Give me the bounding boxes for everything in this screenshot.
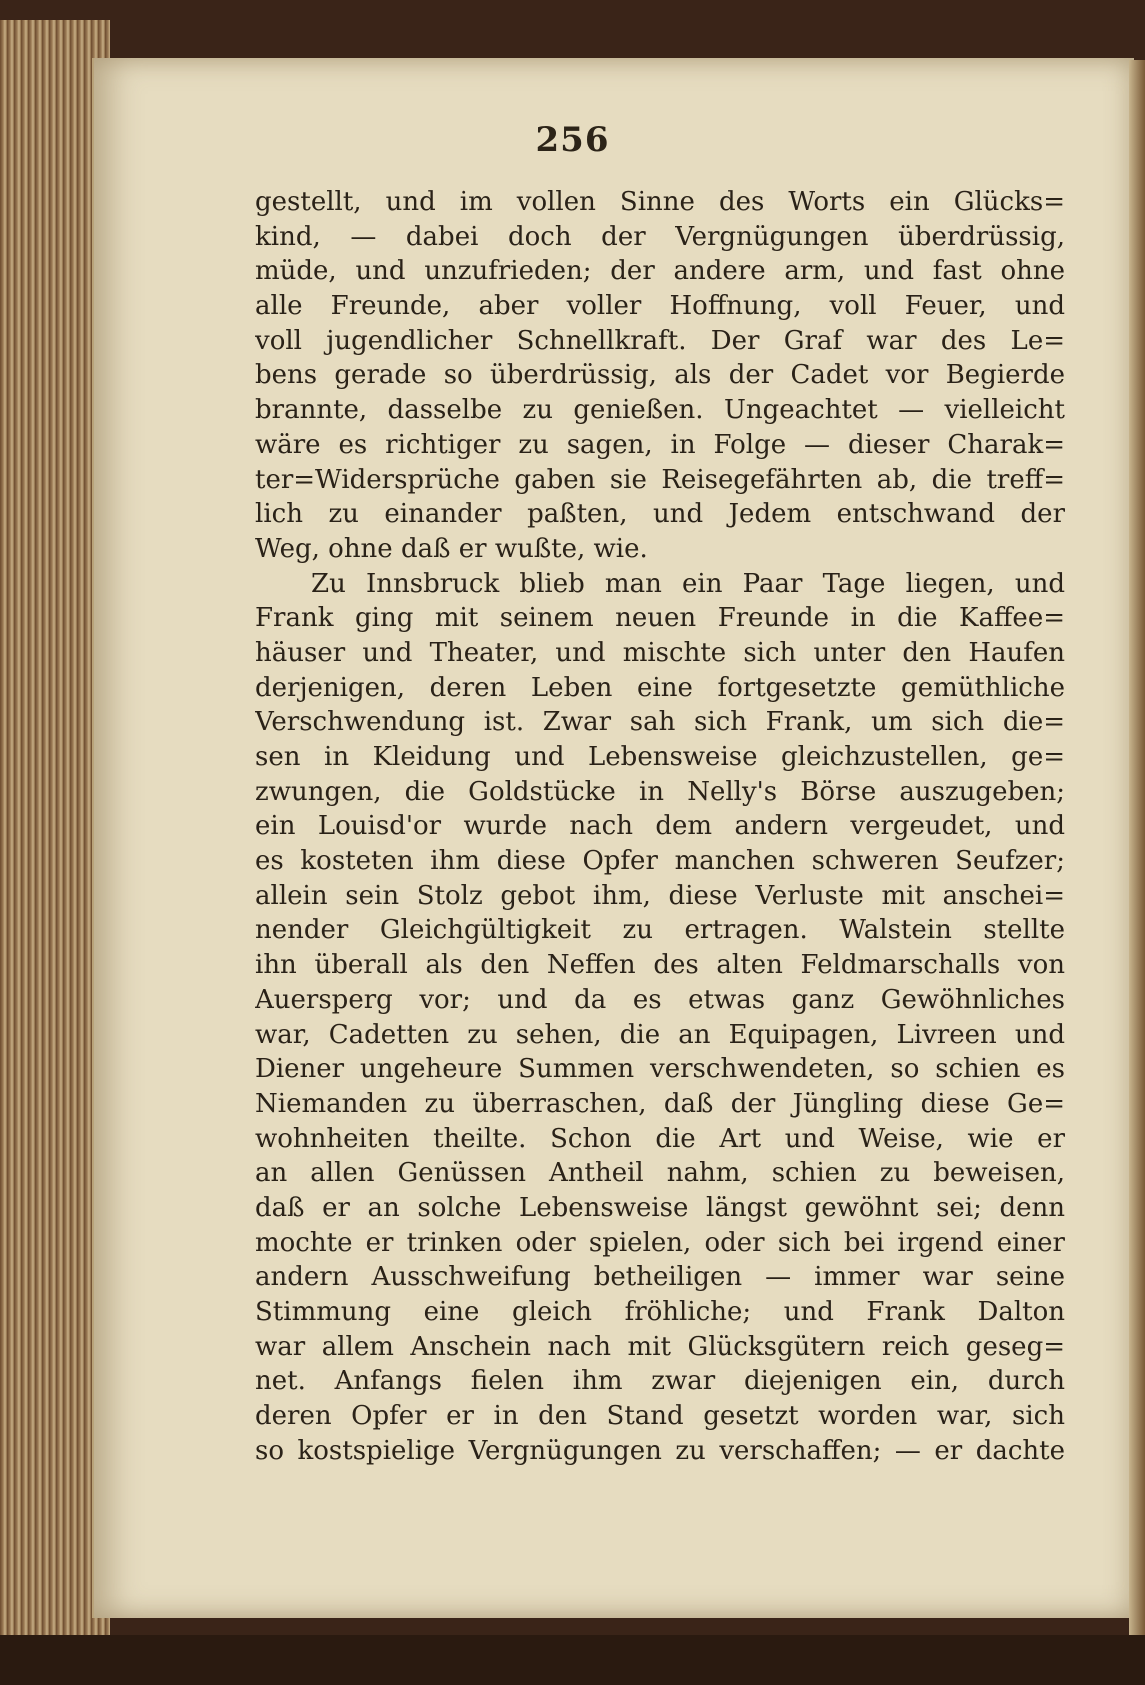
text-line: sen in Kleidung und Lebensweise gleichzustellen, ge=: [255, 742, 1065, 772]
text-line: allein sein Stolz gebot ihm, diese Verluste mit anschei=: [255, 880, 1065, 911]
text-line: zwungen, die Goldstücke in Nelly's Börse auszugeben;: [255, 776, 1065, 807]
text-line: net. Anfangs fielen ihm zwar diejenigen ein, durch: [255, 1366, 1065, 1397]
text-line: Weg, ohne daß er wußte, wie.: [255, 533, 648, 564]
text-line: gestellt, und im vollen Sinne des Worts ein Glücks=: [255, 187, 1065, 217]
text-line: andern Ausschweifung betheiligen — immer war seine: [255, 1262, 1065, 1293]
text-line: Verschwendung ist. Zwar sah sich Frank, um sich die=: [255, 707, 1065, 738]
text-line: wäre es richtiger zu sagen, in Folge — dieser Charak=: [255, 429, 1065, 460]
book-right-edge: [1129, 60, 1145, 1640]
book-cover-bottom: [0, 1635, 1145, 1685]
text-line: an allen Genüssen Antheil nahm, schien zu beweisen,: [255, 1158, 1065, 1189]
text-line: Diener ungeheure Summen verschwendeten, so schien es: [255, 1054, 1065, 1085]
text-line: wohnheiten theilte. Schon die Art und Weise, wie er: [255, 1123, 1065, 1154]
text-line: bens gerade so überdrüssig, als der Cadet vor Begierde: [255, 360, 1065, 391]
text-line: lich zu einander paßten, und Jedem entschwand der: [255, 499, 1065, 530]
text-line: Zu Innsbruck blieb man ein Paar Tage liegen, und: [311, 568, 1065, 599]
text-line: brannte, dasselbe zu genießen. Ungeachtet — vielleicht: [255, 395, 1065, 426]
text-line: Auersperg vor; und da es etwas ganz Gewöhnliches: [255, 984, 1065, 1015]
text-line: müde, und unzufrieden; der andere arm, und fast ohne: [255, 256, 1065, 287]
text-line: ter=Widersprüche gaben sie Reisegefährten ab, die treff=: [255, 464, 1065, 495]
body-text: [255, 185, 1065, 1468]
text-line: war allem Anschein nach mit Glücksgütern reich geseg=: [255, 1331, 1065, 1362]
text-line: kind, — dabei doch der Vergnügungen überdrüssig,: [255, 221, 1065, 252]
text-line: mochte er trinken oder spielen, oder sich bei irgend einer: [255, 1227, 1065, 1258]
text-line: derjenigen, deren Leben eine fortgesetzte gemüthliche: [255, 672, 1065, 703]
text-line: so kostspielige Vergnügungen zu verschaffen; — er dachte: [255, 1435, 1065, 1466]
text-line: daß er an solche Lebensweise längst gewöhnt sei; denn: [255, 1192, 1065, 1223]
text-line: nender Gleichgültigkeit zu ertragen. Walstein stellte: [255, 915, 1065, 946]
text-line: voll jugendlicher Schnellkraft. Der Graf war des Le=: [255, 325, 1065, 356]
text-line: ein Louisd'or wurde nach dem andern vergeudet, und: [255, 811, 1065, 842]
text-line: häuser und Theater, und mischte sich unter den Haufen: [255, 637, 1065, 668]
text-line: Frank ging mit seinem neuen Freunde in die Kaffee=: [255, 603, 1065, 634]
text-line: es kosteten ihm diese Opfer manchen schweren Seufzer;: [255, 846, 1065, 877]
text-line: war, Cadetten zu sehen, die an Equipagen, Livreen und: [255, 1019, 1065, 1050]
text-line: ihn überall als den Neffen des alten Feldmarschalls von: [255, 950, 1065, 981]
text-line: deren Opfer er in den Stand gesetzt worden war, sich: [255, 1401, 1065, 1432]
text-line: alle Freunde, aber voller Hoffnung, voll Feuer, und: [255, 291, 1065, 322]
text-line: Niemanden zu überraschen, daß der Jüngling diese Ge=: [255, 1088, 1065, 1119]
text-line: Stimmung eine gleich fröhliche; und Frank Dalton: [255, 1297, 1065, 1327]
page-number: 256: [535, 120, 610, 160]
